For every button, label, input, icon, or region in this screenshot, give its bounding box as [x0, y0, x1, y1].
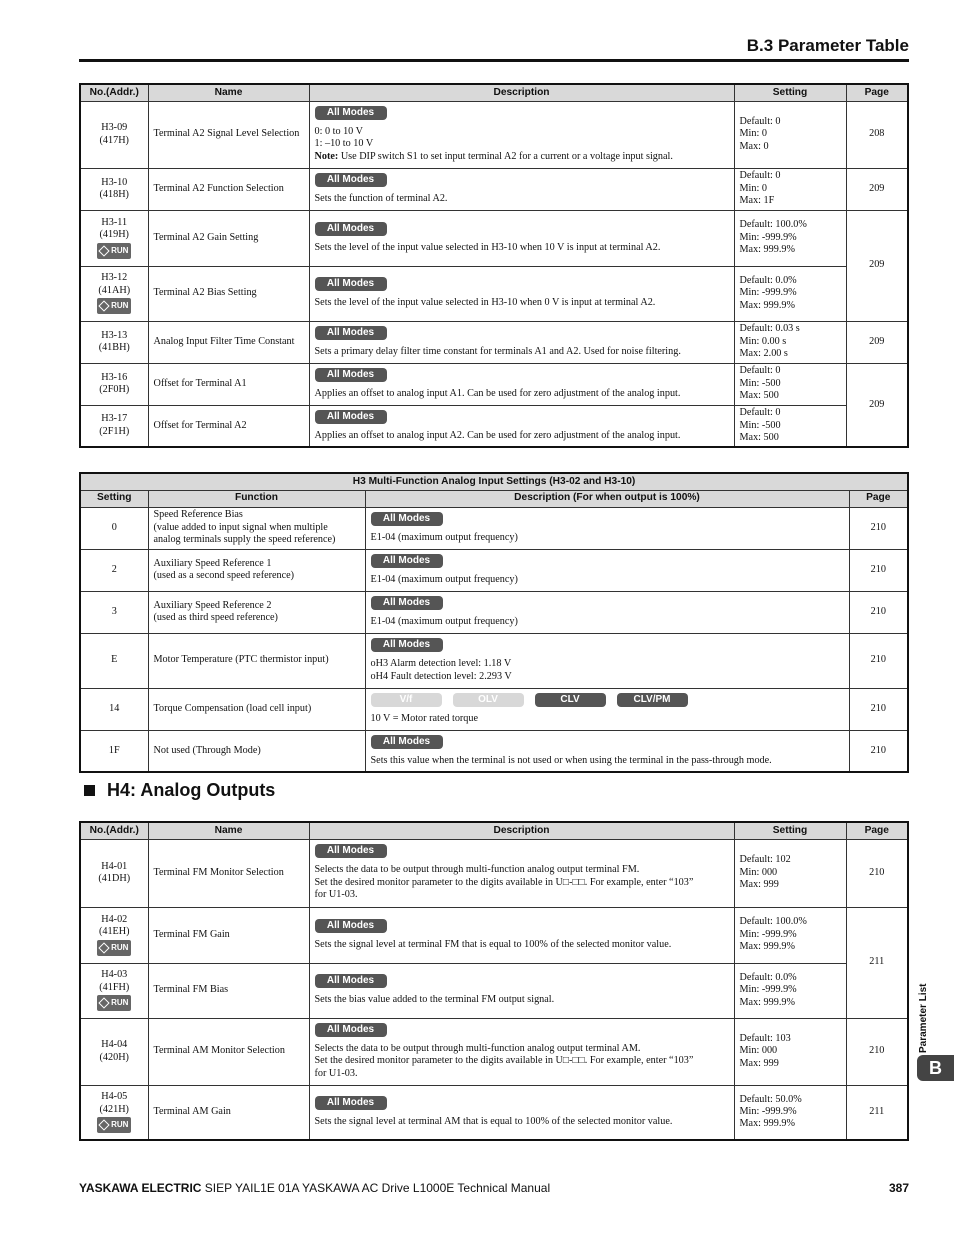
setting-max: Max: 1F	[739, 195, 775, 207]
function-line: Motor Temperature (PTC thermistor input)	[148, 633, 365, 688]
run-change-icon	[97, 298, 131, 314]
setting-default: Default: 100.0%	[739, 219, 807, 231]
all-modes-badge: All Modes	[371, 554, 443, 568]
desc-line: Applies an offset to analog input A1. Can be used for zero adjustment of the analog input.	[314, 387, 681, 399]
table-row	[80, 907, 908, 963]
function-line: (value added to input signal when multiple	[153, 521, 328, 533]
h3-parameter-table	[79, 83, 909, 448]
all-modes-badge: All Modes	[315, 919, 387, 933]
page-section-title: B.3 Parameter Table	[746, 36, 909, 55]
desc-line: Set the desired monitor parameter to the digits available in U□-□□. For example, enter “103”	[314, 876, 694, 888]
param-name: Terminal AM Gain	[148, 1085, 309, 1140]
param-name: Terminal FM Bias	[148, 963, 309, 1018]
param-address: (421H)	[99, 1103, 129, 1115]
setting-default: Default: 100.0%	[739, 916, 807, 928]
param-address: (420H)	[99, 1051, 129, 1063]
col-header-name: Name	[148, 84, 309, 101]
table-row	[80, 839, 908, 907]
section-title: H4: Analog Outputs	[107, 780, 276, 800]
setting-value: 3	[80, 591, 148, 633]
setting-value: 14	[80, 688, 148, 730]
appendix-tab: B	[917, 1055, 954, 1081]
all-modes-badge: All Modes	[315, 106, 387, 120]
param-name: Analog Input Filter Time Constant	[148, 321, 309, 363]
mode-badge-clv: CLV	[535, 693, 606, 707]
setting-max: Max: 2.00 s	[739, 348, 788, 360]
col-header-page: Page	[849, 490, 908, 507]
table-row	[80, 1085, 908, 1140]
desc-line: 10 V = Motor rated torque	[370, 712, 479, 724]
param-address: (41FH)	[99, 981, 130, 993]
setting-min: Min: -999.9%	[739, 231, 797, 243]
param-address: (41DH)	[98, 873, 131, 884]
setting-min: Min: -999.9%	[739, 984, 797, 996]
diamond-icon	[98, 1119, 109, 1130]
run-change-icon	[97, 1117, 131, 1133]
page-ref: 210	[846, 1018, 908, 1085]
table-row	[80, 321, 908, 363]
param-name: Terminal A2 Signal Level Selection	[148, 101, 309, 168]
desc-line: Sets the function of terminal A2.	[314, 192, 448, 204]
setting-default: Default: 0.03 s	[739, 323, 800, 335]
all-modes-badge: All Modes	[371, 638, 443, 652]
param-name: Terminal FM Monitor Selection	[148, 839, 309, 907]
section-heading	[84, 780, 275, 801]
param-number: H3-09	[101, 122, 128, 134]
square-bullet-icon	[84, 785, 95, 796]
param-address: (2F1H)	[99, 425, 130, 437]
param-number: H4-05	[101, 1091, 128, 1103]
col-header-description: Description	[309, 84, 734, 101]
table-row	[80, 101, 908, 168]
desc-line: Set the desired monitor parameter to the digits available in U□-□□. For example, enter “103”	[314, 1055, 694, 1067]
setting-min: Min: 000	[739, 866, 778, 878]
table-row	[80, 730, 908, 772]
table-row	[80, 688, 908, 730]
note-text: Use DIP switch S1 to set input terminal A2 for a current or a voltage input signal.	[338, 150, 673, 162]
desc-line: oH4 Fault detection level: 2.293 V	[370, 670, 512, 682]
col-header-setting: Setting	[734, 84, 846, 101]
setting-default: Default: 0.0%	[739, 274, 797, 286]
desc-line: Sets the bias value added to the terminal FM output signal.	[314, 994, 555, 1006]
function-line: analog terminals supply the speed reference)	[153, 534, 336, 546]
param-name: Offset for Terminal A2	[148, 405, 309, 447]
setting-min: Min: 0.00 s	[739, 335, 787, 347]
page-ref: 210	[849, 507, 908, 549]
desc-line: E1-04 (maximum output frequency)	[370, 573, 518, 585]
setting-value: 2	[80, 549, 148, 591]
col-header-description: Description	[309, 822, 734, 839]
run-icon-label: RUN	[111, 1119, 129, 1129]
param-number: H4-01	[101, 860, 128, 872]
param-name: Terminal A2 Function Selection	[148, 168, 309, 210]
setting-min: Min: -999.9%	[739, 287, 797, 299]
all-modes-badge: All Modes	[371, 596, 443, 610]
param-name: Terminal A2 Gain Setting	[148, 210, 309, 266]
desc-line: Sets the level of the input value selected in H3-10 when 10 V is input at terminal A2.	[314, 241, 661, 253]
param-address: (41BH)	[98, 342, 130, 353]
mode-badge-vf: V/f	[371, 693, 442, 707]
page-ref: 210	[849, 549, 908, 591]
col-header-setting: Setting	[734, 822, 846, 839]
setting-min: Min: 0	[739, 128, 767, 140]
param-number: H3-11	[101, 216, 128, 228]
diamond-icon	[98, 942, 109, 953]
function-line: (used as third speed reference)	[153, 612, 278, 623]
desc-line: 1: –10 to 10 V	[314, 138, 374, 150]
desc-line: E1-04 (maximum output frequency)	[370, 531, 518, 543]
param-name: Terminal A2 Bias Setting	[148, 266, 309, 321]
param-address: (2F0H)	[99, 384, 130, 395]
col-header-function: Function	[148, 490, 365, 507]
table-row	[80, 1018, 908, 1085]
setting-max: Max: 500	[739, 431, 779, 443]
run-icon-label: RUN	[111, 301, 129, 310]
setting-min: Min: 0	[739, 182, 767, 194]
param-number: H4-03	[101, 969, 128, 981]
all-modes-badge: All Modes	[315, 326, 387, 340]
diamond-icon	[98, 301, 109, 312]
setting-default: Default: 0	[739, 407, 781, 419]
run-change-icon	[97, 243, 131, 259]
setting-min: Min: -999.9%	[739, 1106, 797, 1118]
function-line: Auxiliary Speed Reference 1	[153, 557, 272, 569]
setting-min: Min: -500	[739, 419, 781, 431]
all-modes-badge: All Modes	[315, 277, 387, 291]
param-number: H4-04	[101, 1039, 128, 1051]
all-modes-badge: All Modes	[315, 368, 387, 382]
setting-default: Default: 0	[739, 170, 781, 182]
setting-default: Default: 103	[739, 1032, 791, 1044]
setting-default: Default: 50.0%	[739, 1093, 802, 1105]
col-header-name: Name	[148, 822, 309, 839]
page-ref: 210	[849, 591, 908, 633]
setting-value: 0	[80, 507, 148, 549]
setting-max: Max: 0	[739, 140, 769, 152]
col-header-description: Description (For when output is 100%)	[365, 490, 849, 507]
table-row	[80, 591, 908, 633]
col-header-page: Page	[846, 84, 908, 101]
table-row	[80, 266, 908, 321]
desc-line: Sets the signal level at terminal FM that is equal to 100% of the selected monitor value.	[314, 938, 672, 950]
all-modes-badge: All Modes	[315, 173, 387, 187]
param-address: (41EH)	[98, 926, 130, 938]
table-row	[80, 210, 908, 266]
mode-badge-clv-pm: CLV/PM	[617, 693, 688, 707]
all-modes-badge: All Modes	[371, 512, 443, 526]
function-line: (used as a second speed reference)	[153, 570, 295, 581]
page-ref: 211	[846, 907, 908, 1018]
page-ref: 209	[846, 363, 908, 447]
page-ref: 210	[849, 688, 908, 730]
function-line: Torque Compensation (load cell input)	[148, 688, 365, 730]
all-modes-badge: All Modes	[371, 735, 443, 749]
param-number: H3-12	[101, 272, 128, 284]
diamond-icon	[98, 245, 109, 256]
setting-max: Max: 999.9%	[739, 1118, 795, 1130]
setting-max: Max: 999.9%	[739, 299, 795, 311]
all-modes-badge: All Modes	[315, 844, 387, 858]
mode-badge-olv: OLV	[453, 693, 524, 707]
setting-max: Max: 500	[739, 390, 779, 402]
param-address: (41AH)	[98, 284, 131, 296]
function-line: Speed Reference Bias	[153, 509, 243, 521]
run-change-icon	[97, 940, 131, 956]
table-row	[80, 168, 908, 210]
page-number: 387	[888, 1181, 909, 1195]
h3-multifunction-settings-table	[79, 472, 909, 773]
param-number: H3-16	[101, 371, 128, 383]
param-address: (418H)	[99, 189, 129, 200]
note-label: Note:	[314, 150, 339, 162]
footer-doc-title: SIEP YAIL1E 01A YASKAWA AC Drive L1000E Technical Manual	[201, 1181, 551, 1195]
desc-line: Sets the level of the input value selected in H3-10 when 0 V is input at terminal A2.	[314, 297, 656, 309]
header-rule	[79, 59, 909, 62]
param-name: Terminal FM Gain	[148, 907, 309, 963]
table-row	[80, 363, 908, 405]
page-ref: 210	[849, 730, 908, 772]
all-modes-badge: All Modes	[315, 222, 387, 236]
table-row	[80, 549, 908, 591]
desc-line: Selects the data to be output through multi-function analog output terminal AM.	[314, 1042, 641, 1054]
col-header-setting: Setting	[80, 490, 148, 507]
all-modes-badge: All Modes	[315, 1023, 387, 1037]
page-footer	[79, 1181, 909, 1195]
desc-line: Sets the signal level at terminal AM that is equal to 100% of the selected monitor value.	[314, 1116, 673, 1128]
function-line: Auxiliary Speed Reference 2	[153, 599, 272, 611]
desc-line: for U1-03.	[314, 1067, 358, 1079]
run-icon-label: RUN	[111, 998, 129, 1007]
setting-default: Default: 0	[739, 115, 781, 127]
desc-line: Sets this value when the terminal is not used or when using the terminal in the pass-through mode.	[370, 754, 772, 766]
desc-line: Selects the data to be output through multi-function analog output terminal FM.	[314, 864, 640, 876]
table-row	[80, 963, 908, 1018]
param-name: Terminal AM Monitor Selection	[148, 1018, 309, 1085]
all-modes-badge: All Modes	[315, 1096, 387, 1110]
setting-min: Min: -999.9%	[739, 928, 797, 940]
page-ref: 209	[846, 168, 908, 210]
desc-line: for U1-03.	[314, 889, 358, 901]
all-modes-badge: All Modes	[315, 410, 387, 424]
footer-brand: YASKAWA ELECTRIC	[79, 1181, 202, 1195]
page-ref: 208	[846, 101, 908, 168]
setting-max: Max: 999	[739, 879, 779, 891]
param-number: H4-02	[101, 913, 128, 925]
setting-max: Max: 999.9%	[739, 941, 795, 953]
setting-value: E	[80, 633, 148, 688]
page-ref: 211	[846, 1085, 908, 1140]
side-section-label	[918, 973, 932, 1053]
param-number: H3-13	[101, 329, 128, 341]
param-address: (419H)	[99, 229, 129, 241]
page-ref: 210	[849, 633, 908, 688]
table-title: H3 Multi-Function Analog Input Settings (H3-02 and H3-10)	[80, 473, 908, 490]
desc-line: Applies an offset to analog input A2. Can be used for zero adjustment of the analog input.	[314, 429, 681, 441]
setting-min: Min: 000	[739, 1045, 778, 1057]
setting-max: Max: 999.9%	[739, 244, 795, 256]
table-row	[80, 405, 908, 447]
setting-max: Max: 999.9%	[739, 996, 795, 1008]
param-number: H3-10	[101, 176, 128, 188]
run-change-icon	[97, 995, 131, 1011]
setting-default: Default: 0	[739, 365, 781, 377]
setting-value: 1F	[80, 730, 148, 772]
param-address: (417H)	[99, 134, 129, 146]
col-header-page: Page	[846, 822, 908, 839]
page-ref: 210	[846, 839, 908, 907]
setting-max: Max: 999	[739, 1057, 779, 1069]
desc-line: 0: 0 to 10 V	[314, 125, 363, 137]
page-ref: 209	[846, 210, 908, 321]
desc-line: Sets a primary delay filter time constant for terminals A1 and A2. Used for noise filtering.	[314, 345, 681, 357]
desc-line: oH3 Alarm detection level: 1.18 V	[370, 658, 512, 670]
diamond-icon	[98, 998, 109, 1009]
param-name: Offset for Terminal A1	[148, 363, 309, 405]
all-modes-badge: All Modes	[315, 974, 387, 988]
table-row	[80, 633, 908, 688]
table-row	[80, 507, 908, 549]
h4-parameter-table	[79, 821, 909, 1141]
run-icon-label: RUN	[111, 245, 129, 255]
function-line: Not used (Through Mode)	[148, 730, 365, 772]
setting-default: Default: 102	[739, 854, 791, 866]
param-number: H3-17	[101, 413, 128, 425]
side-label-text: Parameter List	[918, 983, 929, 1053]
col-header-no: No.(Addr.)	[80, 84, 148, 101]
run-icon-label: RUN	[111, 942, 129, 952]
setting-min: Min: -500	[739, 377, 781, 389]
setting-default: Default: 0.0%	[739, 971, 797, 983]
desc-line: E1-04 (maximum output frequency)	[370, 615, 518, 627]
page-ref: 209	[846, 321, 908, 363]
col-header-no: No.(Addr.)	[80, 822, 148, 839]
